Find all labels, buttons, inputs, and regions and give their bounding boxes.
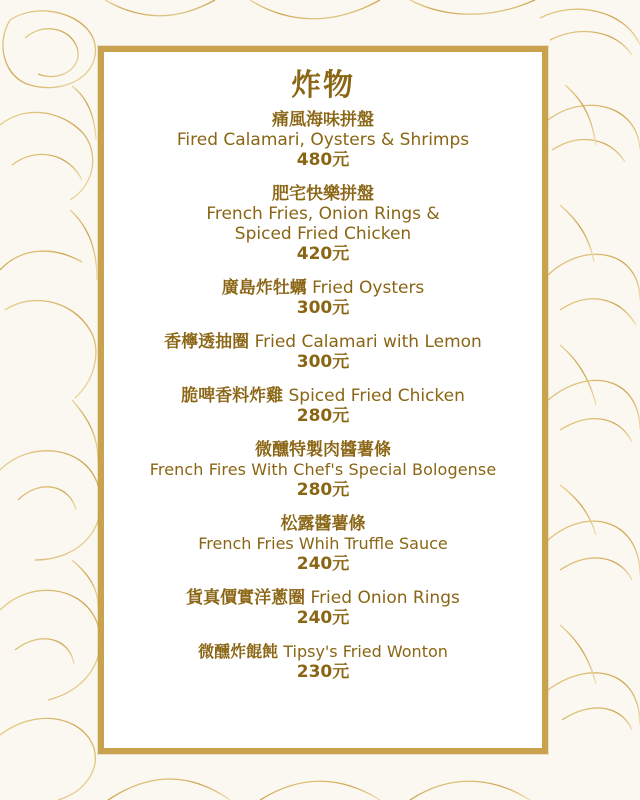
menu-item-4-en-line-1: Fried Calamari with Lemon xyxy=(254,332,482,352)
menu-item-2-zh: 肥宅快樂拼盤 xyxy=(272,184,374,204)
menu-title: 炸物 xyxy=(291,68,355,103)
menu-item-9-title-line xyxy=(104,642,542,662)
menu-item-1-price: 480元 xyxy=(296,150,350,170)
menu-item-5-zh: 脆啤香料炸雞 xyxy=(181,386,284,406)
menu-item-7 xyxy=(104,514,542,574)
menu-item-5 xyxy=(104,386,542,426)
menu-item-9-zh: 微醺炸餛飩 xyxy=(198,642,279,661)
menu-item-8-price: 240元 xyxy=(296,608,350,628)
menu-item-8-en-line-1: Fried Onion Rings xyxy=(310,588,460,608)
menu-item-8 xyxy=(104,588,542,628)
menu-card xyxy=(98,46,548,754)
menu-item-6 xyxy=(104,440,542,500)
menu-item-6-zh: 微醺特製肉醬薯條 xyxy=(255,440,391,460)
menu-item-2-en-line-2: Spiced Fried Chicken xyxy=(234,224,412,244)
menu-item-9 xyxy=(104,642,542,682)
menu-item-2-en-line-1: French Fries, Onion Rings & xyxy=(206,204,440,224)
menu-item-7-en-line-1: French Fries Whih Truffle Sauce xyxy=(198,534,448,553)
menu-item-5-title-line xyxy=(104,386,542,406)
menu-item-9-price: 230元 xyxy=(296,662,350,682)
menu-item-6-price: 280元 xyxy=(296,480,350,500)
menu-item-5-en-line-1: Spiced Fried Chicken xyxy=(288,386,465,406)
menu-item-1-en-line-1: Fired Calamari, Oysters & Shrimps xyxy=(176,130,470,150)
menu-item-1-zh: 痛風海味拼盤 xyxy=(272,110,374,130)
menu-item-9-en-line-1: Tipsy's Fried Wonton xyxy=(283,642,448,661)
menu-item-4-title-line xyxy=(104,332,542,352)
menu-item-6-en-line-1: French Fires With Chef's Special Bologense xyxy=(149,460,497,479)
menu-item-3-price: 300元 xyxy=(296,298,350,318)
menu-item-2 xyxy=(104,184,542,264)
menu-item-3 xyxy=(104,278,542,318)
menu-list xyxy=(104,110,542,682)
menu-item-8-zh: 貨真價實洋蔥圈 xyxy=(186,588,306,608)
menu-item-4-zh: 香檸透抽圈 xyxy=(164,332,250,352)
menu-item-2-price: 420元 xyxy=(296,244,350,264)
menu-item-5-price: 280元 xyxy=(296,406,350,426)
menu-item-3-title-line xyxy=(104,278,542,298)
menu-content xyxy=(104,52,542,748)
menu-item-8-title-line xyxy=(104,588,542,608)
menu-item-7-zh: 松露醬薯條 xyxy=(280,514,366,534)
menu-item-7-price: 240元 xyxy=(296,554,350,574)
menu-item-4 xyxy=(104,332,542,372)
menu-item-1 xyxy=(104,110,542,170)
menu-item-3-en-line-1: Fried Oysters xyxy=(312,278,425,298)
menu-item-3-zh: 廣島炸牡蠣 xyxy=(221,278,307,298)
menu-item-4-price: 300元 xyxy=(296,352,350,372)
